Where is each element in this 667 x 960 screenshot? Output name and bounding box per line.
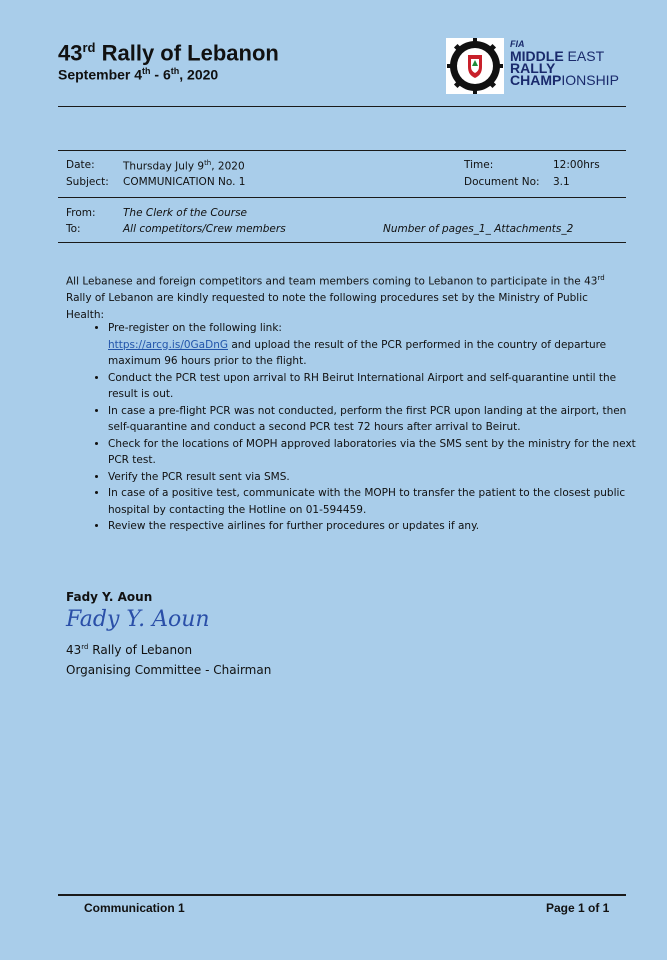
document-title: 43rd Rally of Lebanon	[58, 40, 279, 66]
to-value: All competitors/Crew members	[123, 223, 286, 235]
procedure-list	[80, 320, 638, 535]
list-item: • In case of a positive test, communicate with the MOPH to transfer the patient to the closest public hospital by contacting the Hotline on 01-594459.	[108, 485, 638, 518]
list-item: • In case a pre-flight PCR was not conducted, perform the first PCR upon landing at the airport, then self-quarantine and conduct a second PCR test 72 hours after arrival to Beirut.	[108, 403, 638, 436]
signatory-event: 43rd Rally of Lebanon	[66, 643, 193, 657]
info-bottom-divider	[58, 242, 626, 243]
pages-attachments: Number of pages_1_ Attachments_2	[383, 223, 574, 235]
info-mid-divider	[58, 197, 626, 198]
subject-label: Subject:	[66, 176, 109, 188]
document-number-value: 3.1	[553, 176, 570, 188]
signatory-name: Fady Y. Aoun	[66, 590, 153, 604]
list-item: • Check for the locations of MOPH approved laboratories via the SMS sent by the ministry for the next PCR test.	[108, 436, 638, 469]
time-label: Time:	[464, 159, 494, 171]
header-divider	[58, 106, 626, 107]
footer-divider	[58, 894, 626, 896]
to-label: To:	[66, 223, 81, 235]
intro-paragraph: All Lebanese and foreign competitors and team members coming to Lebanon to participate in the 43rd Rally of Lebanon are kindly requested to note the following procedures set by the Ministry of Public Health:	[66, 274, 605, 321]
list-item: • Conduct the PCR test upon arrival to RH Beirut International Airport and self-quarantine until the result is out.	[108, 370, 638, 403]
list-item: • Review the respective airlines for further procedures or updates if any.	[108, 518, 638, 535]
list-item: • Verify the PCR result sent via SMS.	[108, 469, 638, 486]
document-number-label: Document No:	[464, 176, 540, 188]
time-value: 12:00hrs	[553, 159, 600, 171]
footer-communication: Communication 1	[84, 901, 185, 915]
event-dates: September 4th - 6th, 2020	[58, 66, 219, 83]
rally-logo-icon	[446, 38, 504, 94]
mer-championship-logo: FIA MIDDLE EAST RALLY CHAMPIONSHIP	[510, 39, 619, 88]
handwritten-signature: Fady Y. Aoun	[66, 607, 210, 632]
date-label: Date:	[66, 159, 95, 171]
from-value: The Clerk of the Course	[123, 207, 247, 219]
subject-value: COMMUNICATION No. 1	[123, 176, 246, 188]
signatory-title: Organising Committee - Chairman	[66, 663, 272, 677]
from-label: From:	[66, 207, 96, 219]
pre-register-link[interactable]: https://arcg.is/0GaDnG	[108, 338, 228, 351]
list-item: • Pre-register on the following link: https://arcg.is/0GaDnG and upload the result of the PCR performed in the country of departure maximum 96 hours prior to the flight.	[108, 320, 638, 370]
footer-page-number: Page 1 of 1	[546, 901, 610, 915]
date-value: Thursday July 9th, 2020	[123, 159, 245, 173]
info-top-divider	[58, 150, 626, 151]
